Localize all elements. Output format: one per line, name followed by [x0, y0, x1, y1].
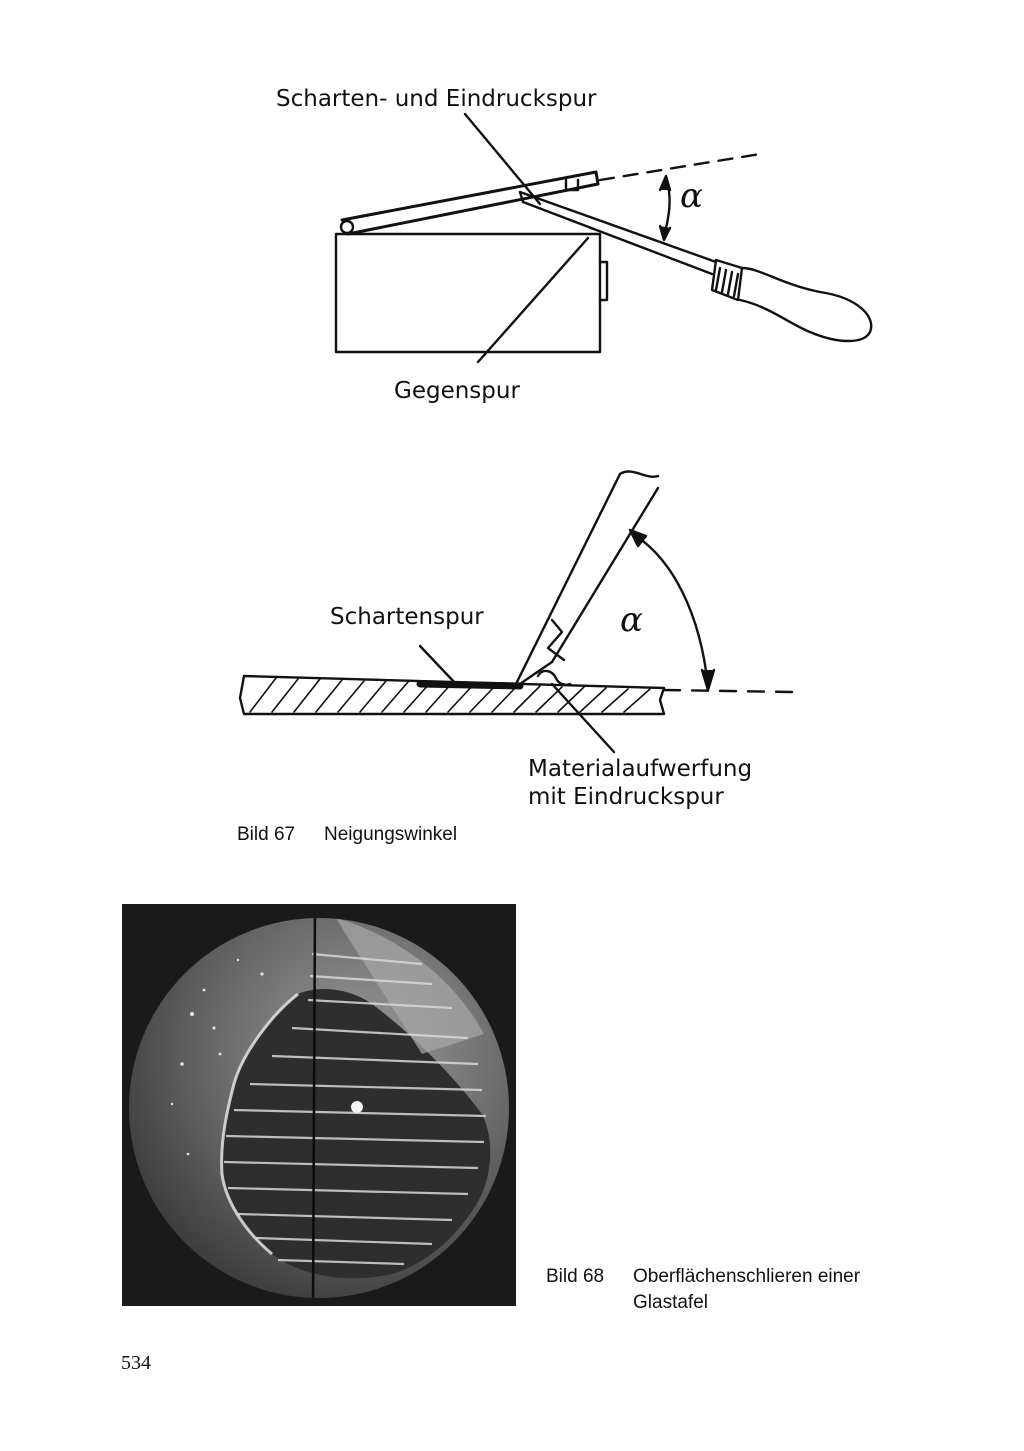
angle-reference-line-bottom	[664, 690, 792, 692]
caption-67-number: Bild 67	[237, 824, 296, 845]
scratch-track	[420, 684, 520, 686]
leader-gegenspur	[478, 238, 588, 362]
photo-render	[122, 904, 516, 1306]
page-number: 534	[121, 1352, 151, 1374]
hinged-plate	[342, 172, 598, 234]
label-schartenspur: Schartenspur	[330, 604, 484, 630]
caption-68-line2: Glastafel	[633, 1292, 708, 1313]
label-mit-eindruckspur: mit Eindruckspur	[528, 784, 724, 810]
leader-material	[552, 684, 614, 752]
label-materialaufwerfung: Materialaufwerfung	[528, 756, 753, 782]
leader-schartenspur	[420, 646, 456, 684]
caption-67-text: Neigungswinkel	[324, 824, 458, 845]
material-pileup	[538, 671, 570, 685]
caption-68-line1: Oberflächenschlieren einer	[633, 1266, 861, 1287]
tool-handle	[740, 268, 871, 341]
tool-blade	[514, 474, 658, 688]
label-scharten-eindruckspur: Scharten- und Eindruckspur	[276, 86, 597, 112]
label-gegenspur: Gegenspur	[394, 378, 520, 404]
figure-68-photo	[122, 904, 516, 1306]
center-dot	[351, 1101, 363, 1113]
label-alpha-top: α	[680, 176, 703, 216]
caption-68-number: Bild 68	[546, 1266, 605, 1287]
label-alpha-bottom: α	[620, 600, 643, 640]
angle-arc-bottom	[636, 536, 708, 686]
specimen-block	[336, 234, 600, 352]
